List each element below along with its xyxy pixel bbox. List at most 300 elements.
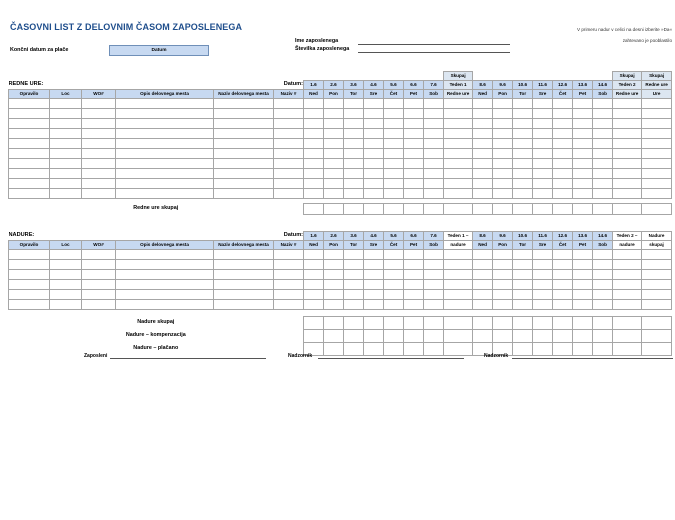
entry-cell[interactable] [573,280,593,290]
entry-cell[interactable] [424,189,444,199]
entry-cell[interactable] [116,270,214,280]
entry-cell[interactable] [304,250,324,260]
entry-cell[interactable] [324,149,344,159]
entry-cell[interactable] [274,260,304,270]
total-cell[interactable] [513,330,533,343]
entry-cell[interactable] [9,250,50,260]
total-cell[interactable] [642,169,672,179]
total-cell[interactable] [553,204,573,215]
total-cell[interactable] [444,179,473,189]
total-cell[interactable] [344,204,364,215]
entry-cell[interactable] [573,189,593,199]
entry-cell[interactable] [493,99,513,109]
entry-cell[interactable] [513,290,533,300]
entry-cell[interactable] [274,159,304,169]
entry-cell[interactable] [573,270,593,280]
entry-cell[interactable] [404,179,424,189]
total-cell[interactable] [642,317,672,330]
entry-cell[interactable] [364,109,384,119]
entry-cell[interactable] [533,159,553,169]
entry-cell[interactable] [493,280,513,290]
total-cell[interactable] [642,343,672,356]
entry-cell[interactable] [214,129,274,139]
entry-cell[interactable] [344,300,364,310]
entry-cell[interactable] [493,260,513,270]
entry-cell[interactable] [324,300,344,310]
entry-cell[interactable] [324,260,344,270]
entry-cell[interactable] [82,300,116,310]
entry-cell[interactable] [304,300,324,310]
entry-cell[interactable] [553,119,573,129]
entry-cell[interactable] [473,139,493,149]
entry-cell[interactable] [214,260,274,270]
entry-cell[interactable] [9,149,50,159]
entry-cell[interactable] [9,139,50,149]
entry-cell[interactable] [513,159,533,169]
entry-cell[interactable] [424,169,444,179]
entry-cell[interactable] [50,159,82,169]
entry-cell[interactable] [573,109,593,119]
total-cell[interactable] [613,343,642,356]
entry-cell[interactable] [324,139,344,149]
entry-cell[interactable] [493,290,513,300]
total-cell[interactable] [642,139,672,149]
entry-cell[interactable] [473,300,493,310]
entry-cell[interactable] [50,270,82,280]
entry-cell[interactable] [573,250,593,260]
entry-cell[interactable] [593,250,613,260]
entry-cell[interactable] [473,250,493,260]
total-cell[interactable] [364,343,384,356]
total-cell[interactable] [573,343,593,356]
total-cell[interactable] [613,139,642,149]
entry-cell[interactable] [533,99,553,109]
total-cell[interactable] [613,129,642,139]
entry-cell[interactable] [214,109,274,119]
entry-cell[interactable] [573,139,593,149]
employee-number-field[interactable] [358,52,510,53]
entry-cell[interactable] [304,270,324,280]
entry-cell[interactable] [324,129,344,139]
entry-cell[interactable] [344,189,364,199]
entry-cell[interactable] [513,270,533,280]
entry-cell[interactable] [404,260,424,270]
entry-cell[interactable] [513,250,533,260]
entry-cell[interactable] [533,149,553,159]
total-cell[interactable] [304,317,324,330]
entry-cell[interactable] [444,250,473,260]
entry-cell[interactable] [593,129,613,139]
entry-cell[interactable] [214,179,274,189]
entry-cell[interactable] [424,280,444,290]
entry-cell[interactable] [344,270,364,280]
entry-cell[interactable] [553,179,573,189]
entry-cell[interactable] [513,149,533,159]
entry-cell[interactable] [473,99,493,109]
entry-cell[interactable] [384,169,404,179]
total-cell[interactable] [473,204,493,215]
entry-cell[interactable] [593,139,613,149]
entry-cell[interactable] [344,290,364,300]
entry-cell[interactable] [214,189,274,199]
entry-cell[interactable] [593,189,613,199]
total-cell[interactable] [513,343,533,356]
entry-cell[interactable] [533,109,553,119]
entry-cell[interactable] [116,139,214,149]
entry-cell[interactable] [344,99,364,109]
entry-cell[interactable] [82,119,116,129]
entry-cell[interactable] [533,260,553,270]
entry-cell[interactable] [116,149,214,159]
total-cell[interactable] [444,129,473,139]
entry-cell[interactable] [384,280,404,290]
entry-cell[interactable] [424,119,444,129]
entry-cell[interactable] [324,189,344,199]
total-cell[interactable] [573,204,593,215]
total-cell[interactable] [424,317,444,330]
entry-cell[interactable] [50,149,82,159]
entry-cell[interactable] [642,280,672,290]
total-cell[interactable] [444,109,473,119]
entry-cell[interactable] [304,280,324,290]
total-cell[interactable] [513,204,533,215]
entry-cell[interactable] [473,270,493,280]
total-cell[interactable] [444,159,473,169]
total-cell[interactable] [324,204,344,215]
entry-cell[interactable] [642,250,672,260]
total-cell[interactable] [444,330,473,343]
entry-cell[interactable] [116,290,214,300]
entry-cell[interactable] [513,119,533,129]
entry-cell[interactable] [553,250,573,260]
total-cell[interactable] [642,119,672,129]
entry-cell[interactable] [344,179,364,189]
entry-cell[interactable] [473,109,493,119]
entry-cell[interactable] [404,270,424,280]
entry-cell[interactable] [404,159,424,169]
entry-cell[interactable] [513,169,533,179]
entry-cell[interactable] [573,99,593,109]
entry-cell[interactable] [473,119,493,129]
entry-cell[interactable] [304,179,324,189]
entry-cell[interactable] [9,99,50,109]
entry-cell[interactable] [424,250,444,260]
total-cell[interactable] [404,317,424,330]
entry-cell[interactable] [116,169,214,179]
entry-cell[interactable] [473,179,493,189]
entry-cell[interactable] [473,290,493,300]
entry-cell[interactable] [424,149,444,159]
entry-cell[interactable] [9,300,50,310]
total-cell[interactable] [533,204,553,215]
entry-cell[interactable] [384,300,404,310]
entry-cell[interactable] [274,290,304,300]
entry-cell[interactable] [404,250,424,260]
entry-cell[interactable] [404,189,424,199]
entry-cell[interactable] [493,119,513,129]
entry-cell[interactable] [593,260,613,270]
entry-cell[interactable] [214,270,274,280]
total-cell[interactable] [364,330,384,343]
employee-name-field[interactable] [358,44,510,45]
total-cell[interactable] [613,330,642,343]
entry-cell[interactable] [82,179,116,189]
entry-cell[interactable] [344,250,364,260]
entry-cell[interactable] [444,300,473,310]
entry-cell[interactable] [274,250,304,260]
entry-cell[interactable] [404,139,424,149]
entry-cell[interactable] [513,300,533,310]
entry-cell[interactable] [473,169,493,179]
entry-cell[interactable] [214,290,274,300]
entry-cell[interactable] [364,260,384,270]
entry-cell[interactable] [424,129,444,139]
total-cell[interactable] [613,159,642,169]
entry-cell[interactable] [344,119,364,129]
entry-cell[interactable] [553,270,573,280]
entry-cell[interactable] [613,290,642,300]
entry-cell[interactable] [324,290,344,300]
signature-line-supervisor-2[interactable] [512,358,673,359]
entry-cell[interactable] [344,129,364,139]
total-cell[interactable] [473,330,493,343]
total-cell[interactable] [364,204,384,215]
entry-cell[interactable] [50,189,82,199]
total-cell[interactable] [444,99,473,109]
entry-cell[interactable] [513,179,533,189]
entry-cell[interactable] [274,149,304,159]
entry-cell[interactable] [444,280,473,290]
entry-cell[interactable] [533,280,553,290]
entry-cell[interactable] [116,129,214,139]
entry-cell[interactable] [533,119,553,129]
entry-cell[interactable] [613,270,642,280]
entry-cell[interactable] [384,159,404,169]
entry-cell[interactable] [404,149,424,159]
entry-cell[interactable] [533,290,553,300]
entry-cell[interactable] [82,250,116,260]
entry-cell[interactable] [573,119,593,129]
entry-cell[interactable] [364,119,384,129]
entry-cell[interactable] [82,270,116,280]
entry-cell[interactable] [424,109,444,119]
entry-cell[interactable] [116,260,214,270]
entry-cell[interactable] [324,159,344,169]
entry-cell[interactable] [493,149,513,159]
total-cell[interactable] [473,317,493,330]
total-cell[interactable] [513,317,533,330]
total-cell[interactable] [642,149,672,159]
entry-cell[interactable] [324,119,344,129]
entry-cell[interactable] [9,159,50,169]
total-cell[interactable] [553,343,573,356]
entry-cell[interactable] [50,300,82,310]
entry-cell[interactable] [344,149,364,159]
total-cell[interactable] [344,317,364,330]
total-cell[interactable] [304,330,324,343]
entry-cell[interactable] [324,169,344,179]
entry-cell[interactable] [424,139,444,149]
total-cell[interactable] [444,343,473,356]
total-cell[interactable] [642,330,672,343]
entry-cell[interactable] [214,159,274,169]
entry-cell[interactable] [613,250,642,260]
entry-cell[interactable] [364,159,384,169]
total-cell[interactable] [642,109,672,119]
total-cell[interactable] [384,343,404,356]
entry-cell[interactable] [9,260,50,270]
entry-cell[interactable] [553,169,573,179]
entry-cell[interactable] [593,290,613,300]
entry-cell[interactable] [274,139,304,149]
entry-cell[interactable] [82,159,116,169]
entry-cell[interactable] [493,179,513,189]
entry-cell[interactable] [404,300,424,310]
entry-cell[interactable] [533,250,553,260]
total-cell[interactable] [613,204,642,215]
entry-cell[interactable] [304,169,324,179]
total-cell[interactable] [444,149,473,159]
entry-cell[interactable] [274,169,304,179]
entry-cell[interactable] [573,149,593,159]
total-cell[interactable] [613,169,642,179]
entry-cell[interactable] [274,129,304,139]
total-cell[interactable] [593,317,613,330]
entry-cell[interactable] [324,250,344,260]
total-cell[interactable] [444,119,473,129]
entry-cell[interactable] [304,129,324,139]
entry-cell[interactable] [364,250,384,260]
entry-cell[interactable] [473,159,493,169]
entry-cell[interactable] [274,179,304,189]
total-cell[interactable] [642,99,672,109]
entry-cell[interactable] [473,129,493,139]
entry-cell[interactable] [214,250,274,260]
total-cell[interactable] [404,343,424,356]
entry-cell[interactable] [573,169,593,179]
entry-cell[interactable] [493,129,513,139]
entry-cell[interactable] [513,280,533,290]
total-cell[interactable] [553,317,573,330]
entry-cell[interactable] [364,139,384,149]
entry-cell[interactable] [493,250,513,260]
entry-cell[interactable] [444,270,473,280]
total-cell[interactable] [424,343,444,356]
entry-cell[interactable] [553,149,573,159]
total-cell[interactable] [613,109,642,119]
total-cell[interactable] [424,330,444,343]
entry-cell[interactable] [116,250,214,260]
entry-cell[interactable] [364,300,384,310]
entry-cell[interactable] [553,189,573,199]
entry-cell[interactable] [493,139,513,149]
entry-cell[interactable] [384,139,404,149]
entry-cell[interactable] [9,169,50,179]
total-cell[interactable] [424,204,444,215]
entry-cell[interactable] [424,159,444,169]
entry-cell[interactable] [513,99,533,109]
entry-cell[interactable] [304,99,324,109]
entry-cell[interactable] [593,270,613,280]
entry-cell[interactable] [116,189,214,199]
entry-cell[interactable] [9,119,50,129]
entry-cell[interactable] [553,99,573,109]
total-cell[interactable] [444,169,473,179]
entry-cell[interactable] [116,99,214,109]
entry-cell[interactable] [613,280,642,290]
entry-cell[interactable] [493,109,513,119]
entry-cell[interactable] [82,149,116,159]
entry-cell[interactable] [593,169,613,179]
entry-cell[interactable] [404,99,424,109]
entry-cell[interactable] [364,179,384,189]
total-cell[interactable] [642,179,672,189]
entry-cell[interactable] [116,300,214,310]
entry-cell[interactable] [384,189,404,199]
entry-cell[interactable] [553,129,573,139]
entry-cell[interactable] [513,129,533,139]
entry-cell[interactable] [573,300,593,310]
entry-cell[interactable] [50,169,82,179]
total-cell[interactable] [344,343,364,356]
entry-cell[interactable] [553,260,573,270]
entry-cell[interactable] [324,280,344,290]
entry-cell[interactable] [642,260,672,270]
date-button[interactable]: Datum [109,45,209,56]
entry-cell[interactable] [533,300,553,310]
entry-cell[interactable] [553,159,573,169]
entry-cell[interactable] [593,119,613,129]
entry-cell[interactable] [642,290,672,300]
entry-cell[interactable] [304,139,324,149]
entry-cell[interactable] [344,169,364,179]
total-cell[interactable] [444,204,473,215]
entry-cell[interactable] [513,189,533,199]
entry-cell[interactable] [344,139,364,149]
entry-cell[interactable] [364,99,384,109]
total-cell[interactable] [533,343,553,356]
entry-cell[interactable] [304,159,324,169]
entry-cell[interactable] [364,270,384,280]
total-cell[interactable] [493,330,513,343]
entry-cell[interactable] [50,250,82,260]
entry-cell[interactable] [613,300,642,310]
total-cell[interactable] [384,317,404,330]
entry-cell[interactable] [593,109,613,119]
entry-cell[interactable] [324,270,344,280]
entry-cell[interactable] [50,129,82,139]
entry-cell[interactable] [573,129,593,139]
total-cell[interactable] [613,179,642,189]
entry-cell[interactable] [344,159,364,169]
entry-cell[interactable] [493,300,513,310]
total-cell[interactable] [642,204,672,215]
total-cell[interactable] [613,317,642,330]
entry-cell[interactable] [593,159,613,169]
entry-cell[interactable] [444,260,473,270]
entry-cell[interactable] [82,99,116,109]
entry-cell[interactable] [344,109,364,119]
entry-cell[interactable] [50,260,82,270]
entry-cell[interactable] [274,189,304,199]
entry-cell[interactable] [424,300,444,310]
entry-cell[interactable] [593,280,613,290]
entry-cell[interactable] [82,109,116,119]
entry-cell[interactable] [274,99,304,109]
entry-cell[interactable] [9,179,50,189]
total-cell[interactable] [444,139,473,149]
total-cell[interactable] [364,317,384,330]
